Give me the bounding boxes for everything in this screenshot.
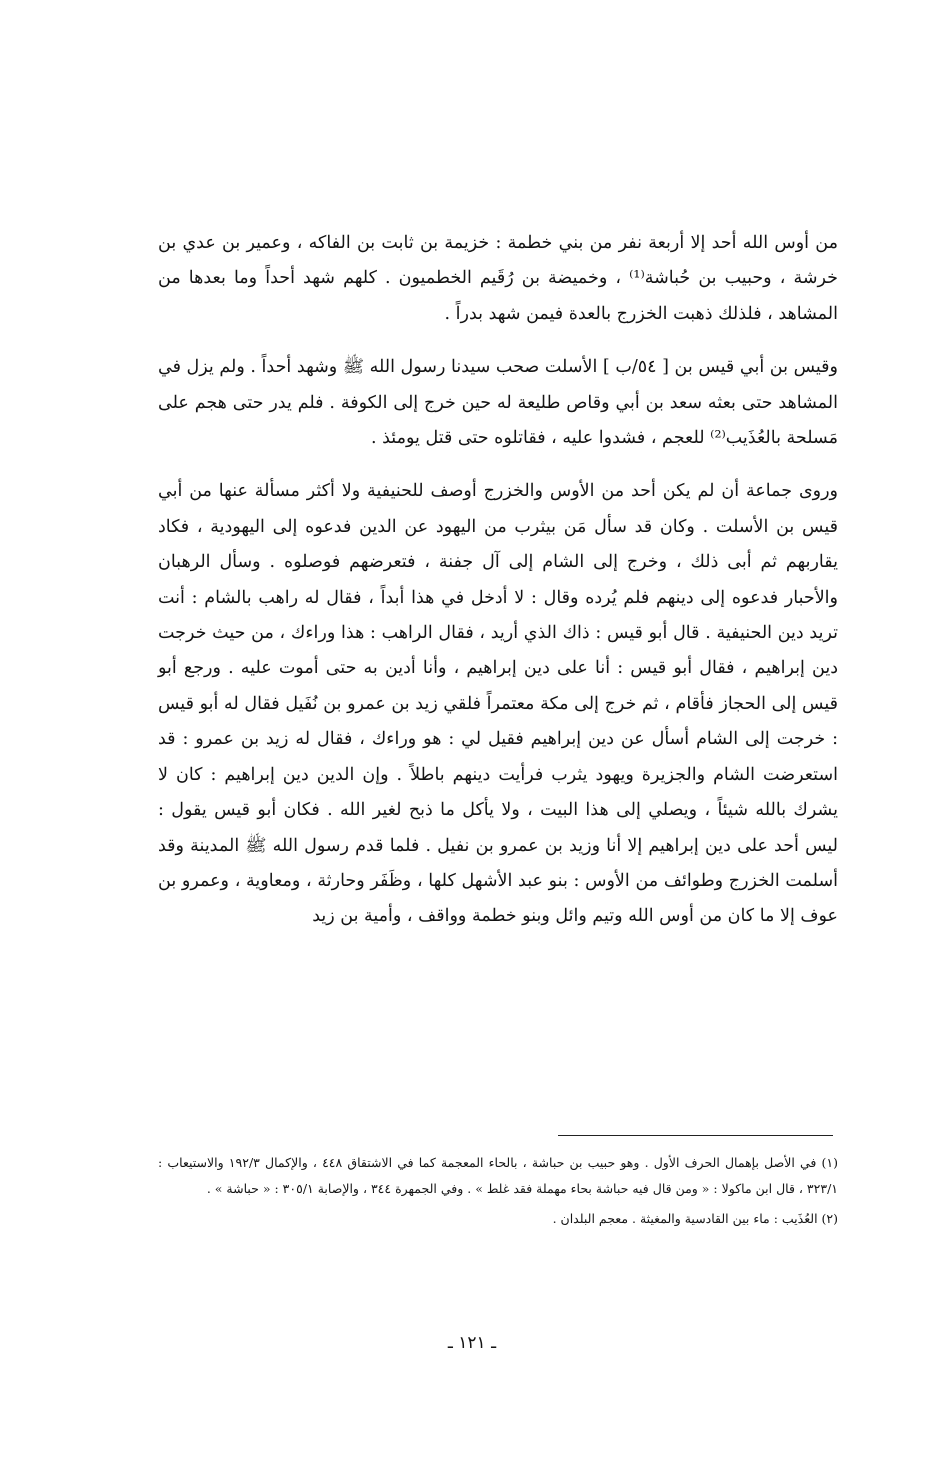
main-text <box>158 226 838 935</box>
footnote-2: (٢) العُذَيب : ماء بين القادسية والمغيثة . معجم البلدان . <box>552 1211 838 1226</box>
footnote-divider <box>558 1135 833 1136</box>
paragraph-1: من أوس الله أحد إلا أربعة نفر من بني خطمة : خزيمة بن ثابت بن الفاكه ، وعمير بن عدي بن خرشة ، وحبيب بن حُباشة⁽¹⁾ ، وخميضة بن رُقَيم الخطميون . كلهم شهد أحداً وما بعدها من المشاهد ، فلذلك ذهبت الخزرج بالعدة فيمن شهد بدراً . <box>158 233 838 324</box>
footnotes <box>158 1150 838 1236</box>
footnote-1: (١) في الأصل بإهمال الحرف الأول . وهو حبيب بن حباشة ، بالحاء المعجمة كما في الاشتقاق ٤٤٨ ، والإكمال ١٩٢/٣ والاستيعاب : ٣٢٣/١ ، قال ابن ماكولا : « ومن قال فيه حباشة بحاء مهملة فقد غلط » . وفي الجمهرة ٣٤٤ ، والإصابة ٣٠٥/١ : « حباشة » . <box>158 1155 838 1196</box>
page-number: ـ ١٢١ ـ <box>447 1333 497 1353</box>
paragraph-2: وقيس بن أبي قيس بن [ ٥٤/ب ] الأسلت صحب سيدنا رسول الله ﷺ وشهد أحداً . ولم يزل في المشاهد حتى بعثه سعد بن أبي وقاص طليعة له حين خرج إلى الكوفة . فلم يدر حتى هجم على مَسلحة بالعُذَيب⁽²⁾ للعجم ، فشدوا عليه ، فقاتلوه حتى قتل يومئذ . <box>158 357 839 449</box>
paragraph-3: وروى جماعة أن لم يكن أحد من الأوس والخزرج أوصف للحنيفية ولا أكثر مسألة عنها من أبي قيس بن الأسلت . وكان قد سأل مَن بيثرب من اليهود عن الدين فدعوه إلى اليهودية ، فكاد يقاربهم ثم أبى ذلك ، وخرج إلى الشام إلى آل جفنة ، فتعرضهم فوصلوه . وسأل الرهبان والأحبار فدعوه إلى دينهم فلم يُرده وقال : لا أدخل في هذا أبداً ، فقال له راهب بالشام : أنت تريد دين الحنيفية . قال أبو قيس : ذاك الذي أريد ، فقال الراهب : هذا وراءك ، من حيث خرجت دين إبراهيم ، فقال أبو قيس : أنا على دين إبراهيم ، وأنا أدين به حتى أموت عليه . ورجع أبو قيس إلى الحجاز فأقام ، ثم خرج إلى مكة معتمراً فلقي زيد بن عمرو بن نُفَيل فقال له أبو قيس : خرجت إلى الشام أسأل عن دين إبراهيم فقيل لي : هو وراءك ، فقال له زيد بن عمرو : قد استعرضت الشام والجزيرة ويهود يثرب فرأيت دينهم باطلاً . وإن الدين دين إبراهيم : كان لا يشرك بالله شيئاً ، ويصلي إلى هذا البيت ، ولا يأكل ما ذبح لغير الله . فكان أبو قيس يقول : ليس أحد على دين إبراهيم إلا أنا وزيد بن عمرو بن نفيل . فلما قدم رسول الله ﷺ المدينة وقد أسلمت الخزرج وطوائف من الأوس : بنو عبد الأشهل كلها ، وظَفَر وحارثة ، ومعاوية ، وعمرو بن عوف إلا ما كان من أوس الله وتيم وائل وبنو خطمة وواقف ، وأمية بن زيد <box>158 481 838 927</box>
